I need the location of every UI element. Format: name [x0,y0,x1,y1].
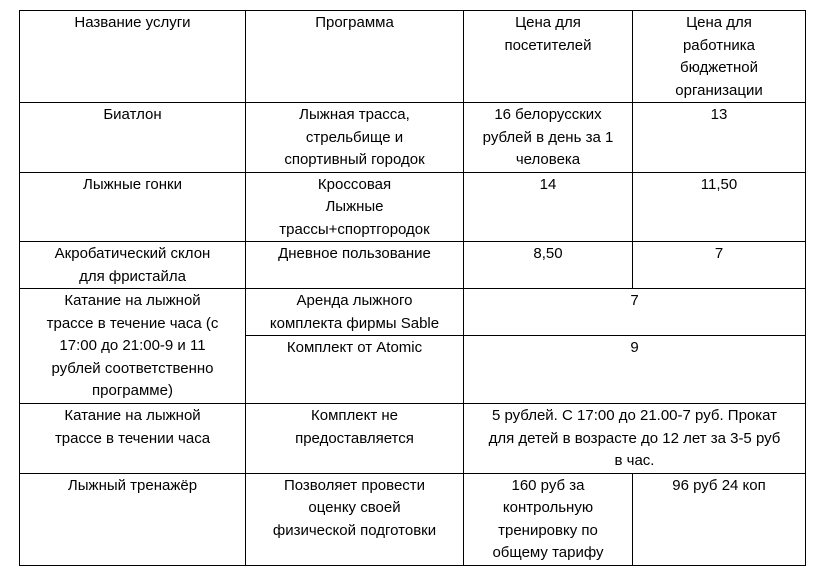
table-row [20,473,806,565]
price-visitors-cell: 16 белорусских рублей в день за 1 человека [464,103,633,173]
price-merged-cell: 9 [464,336,806,404]
price-visitors-cell: 14 [464,172,633,242]
header-price-visitors: Цена для посетителей [464,11,633,103]
program-cell: Лыжная трасса, стрельбище и спортивный городок [246,103,464,173]
price-merged-cell: 7 [464,289,806,336]
table-row [20,289,806,336]
program-cell: Дневное пользование [246,242,464,289]
price-budget-cell: 13 [633,103,806,173]
service-cell: Акробатический склон для фристайла [20,242,246,289]
table-row [20,404,806,474]
service-cell: Катание на лыжной трассе в течение часа (с 17:00 до 21:00-9 и 11 рублей соответственно программе) [20,289,246,404]
header-service: Название услуги [20,11,246,103]
program-cell: Аренда лыжного комплекта фирмы Sable [246,289,464,336]
program-cell: Комплект не предоставляется [246,404,464,474]
service-cell: Лыжные гонки [20,172,246,242]
price-merged-cell: 5 рублей. С 17:00 до 21.00-7 руб. Прокат для детей в возрасте до 12 лет за 3-5 руб в час. [464,404,806,474]
header-row [20,11,806,103]
header-program: Программа [246,11,464,103]
price-budget-cell: 11,50 [633,172,806,242]
price-budget-cell: 7 [633,242,806,289]
program-cell: Кроссовая Лыжные трассы+спортгородок [246,172,464,242]
service-cell: Биатлон [20,103,246,173]
price-visitors-cell: 8,50 [464,242,633,289]
program-cell: Комплект от Atomic [246,336,464,404]
price-visitors-cell: 160 руб за контрольную тренировку по общему тарифу [464,473,633,565]
table-row [20,172,806,242]
table-row [20,103,806,173]
service-cell: Катание на лыжной трассе в течении часа [20,404,246,474]
price-table [19,10,806,566]
table-row [20,242,806,289]
price-budget-cell: 96 руб 24 коп [633,473,806,565]
program-cell: Позволяет провести оценку своей физической подготовки [246,473,464,565]
header-price-budget: Цена для работника бюджетной организации [633,11,806,103]
service-cell: Лыжный тренажёр [20,473,246,565]
